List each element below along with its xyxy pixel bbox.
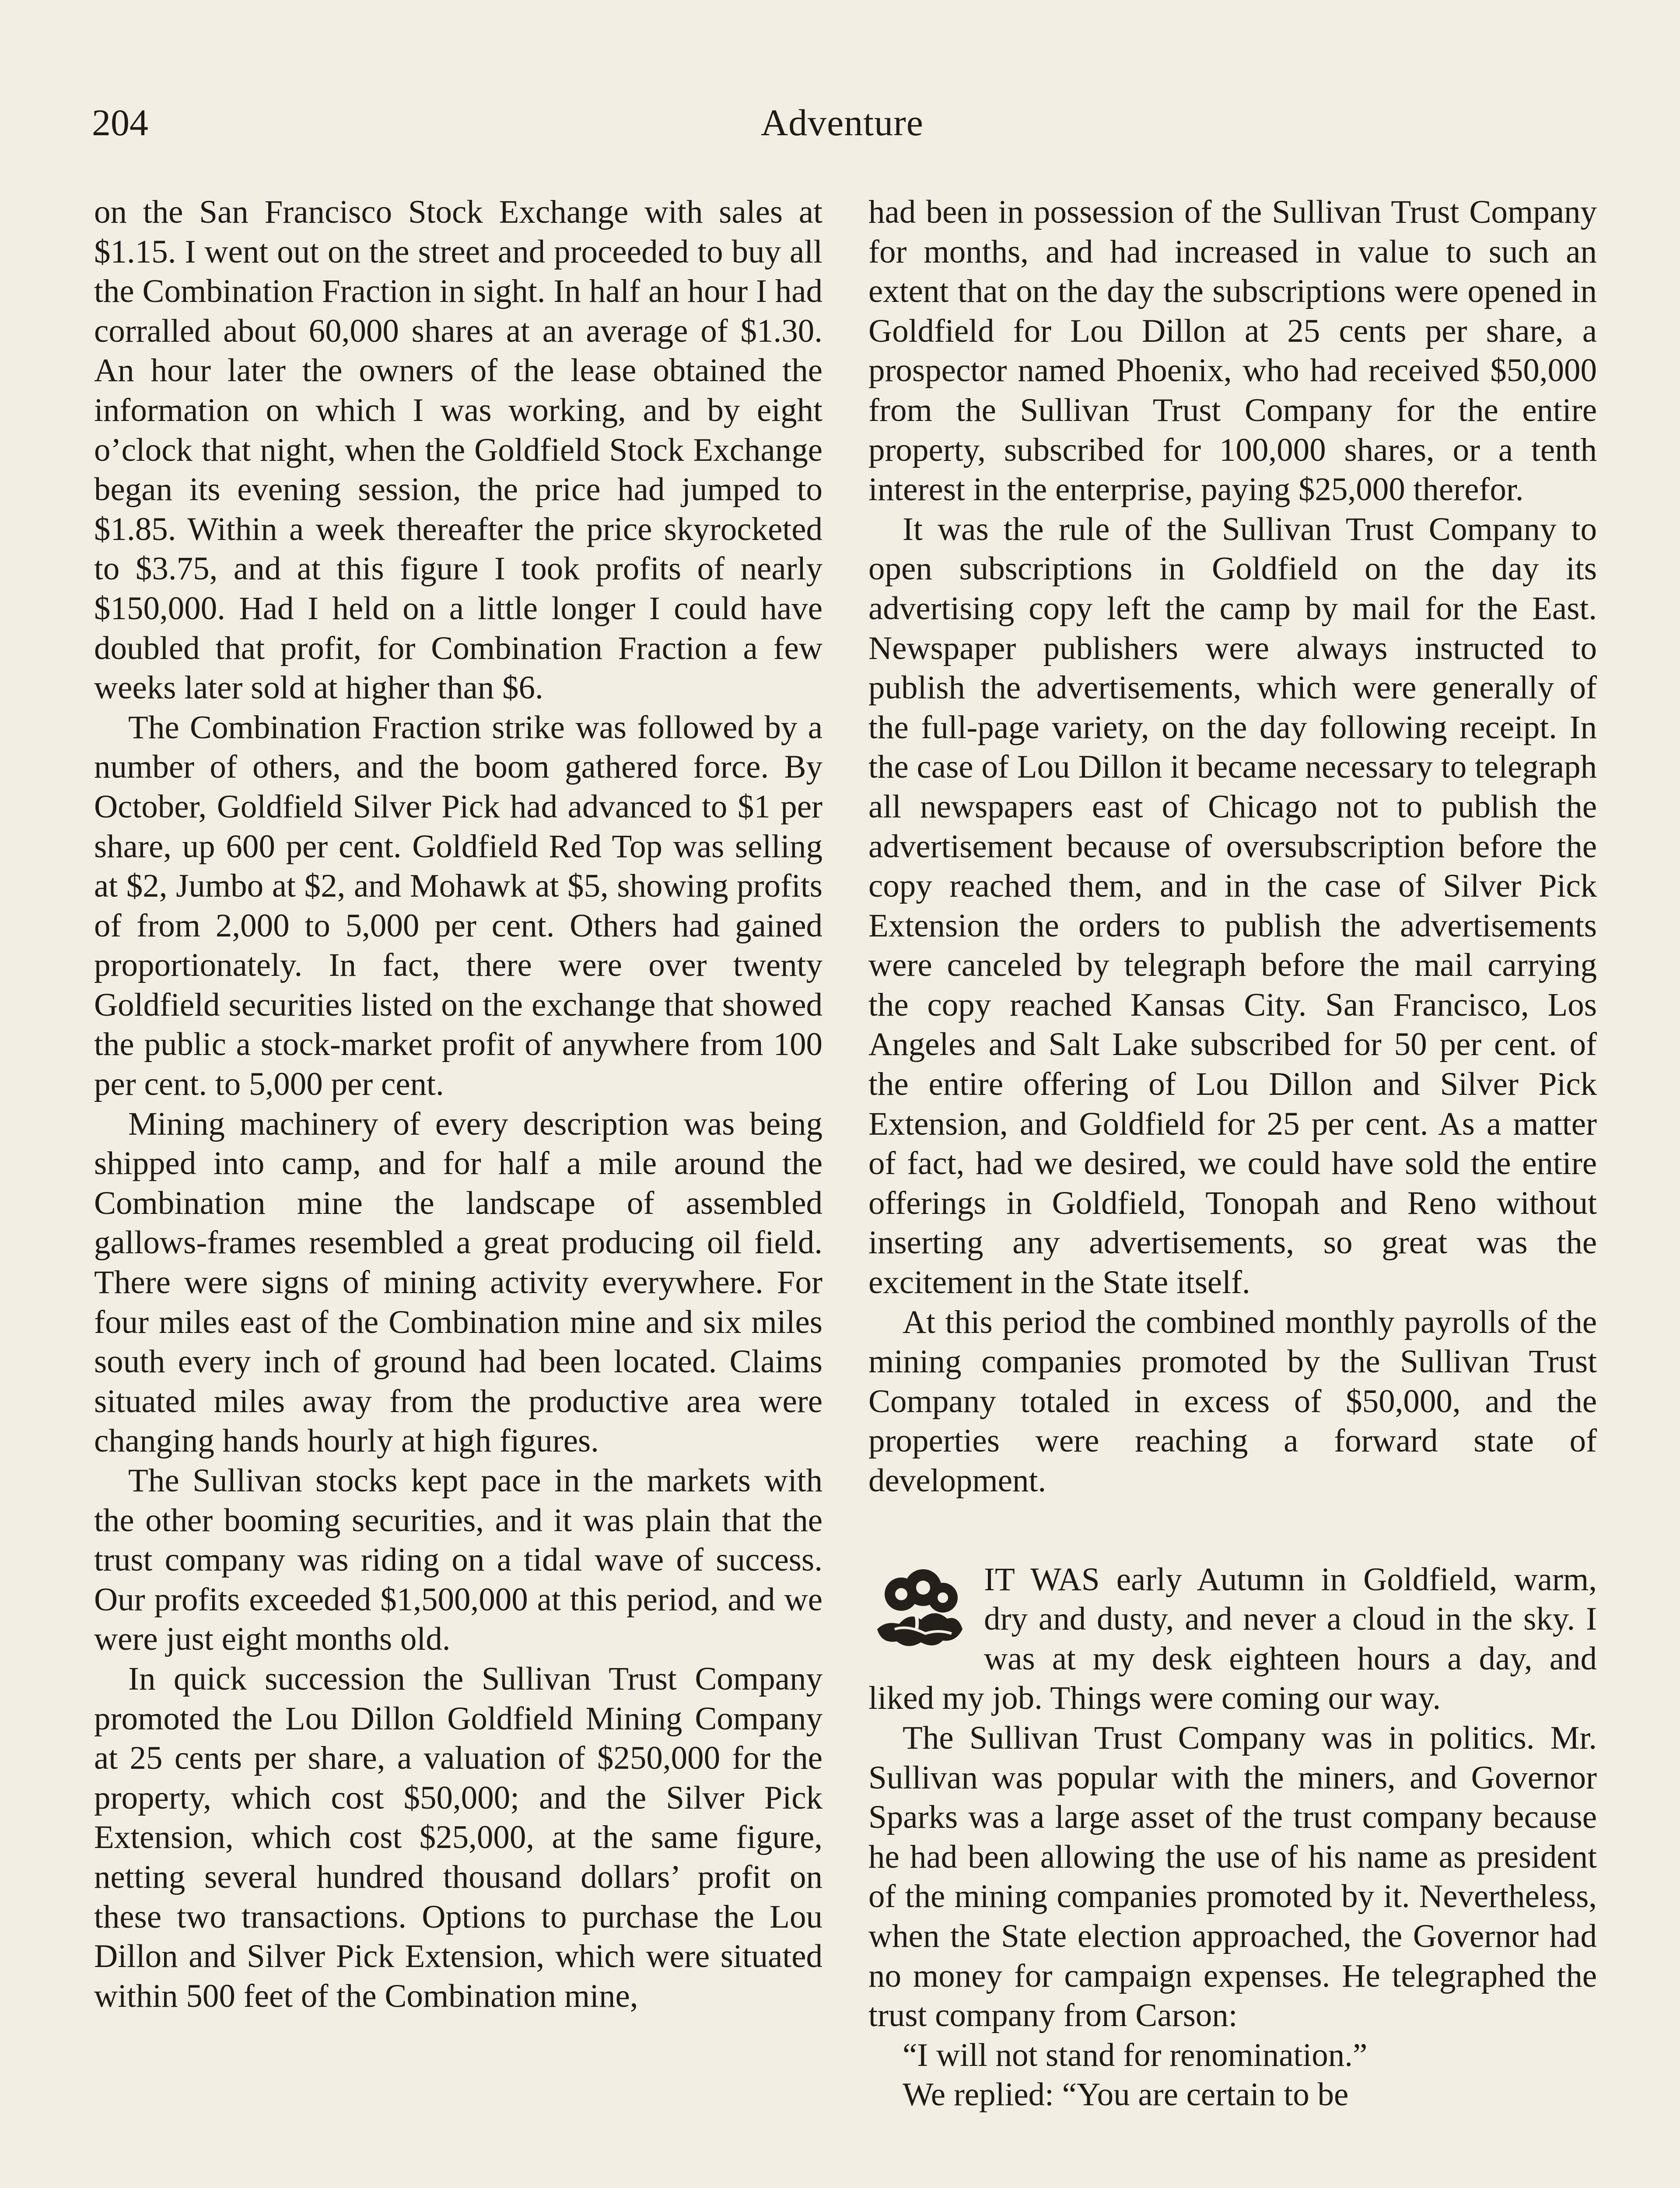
paragraph: We replied: “You are certain to be [903,2076,1349,2113]
section-lead-paragraph: IT WAS early Autumn in Goldfield, warm, dry and dusty, and never a cloud in the sky. I was at my desk eighteen hours a day, and liked my job. Things were coming our way. [868,1561,1597,1717]
paragraph: had been in possession of the Sullivan Trust Company for months, and had increased in value to such an extent that on the day the subscriptions were opened in Goldfield for Lou Dillon at 25 cents per share, a prospector named Phoenix, who had received $50,000 from the Sullivan Trust Company for the entire property, subscribed for 100,000 shares, or a tenth interest in the enterprise, paying $25,000 therefor. [868,194,1597,508]
paragraph: The Sullivan stocks kept pace in the markets with the other booming securities, and it was plain that the trust company was riding on a tidal wave of success. Our profits exceeded $1,500,000 at this period, and we were just eight months old. [94,1462,822,1658]
paragraph: on the San Francisco Stock Exchange with sales at $1.15. I went out on the street and proceeded to buy all the Combination Fraction in sight. In half an hour I had corralled about 60,000 shares at an average of $1.30. An hour later the owners of the lease obtained the information on which I was working, and by eight o’clock that night, when the Goldfield Stock Exchange began its evening session, the price had jumped to $1.85. Within a week thereafter the price skyrocketed to $3.75, and at this figure I took profits of nearly $150,000. Had I held on a little longer I could have doubled that profit, for Combination Fraction a few weeks later sold at higher than $6. [94,194,822,706]
paragraph: In quick succession the Sullivan Trust Company promoted the Lou Dillon Goldfield Mining Company at 25 cents per share, a valuation of $250,000 for the property, which cost $50,000; and the Silver Pick Extension, which cost $25,000, at the same figure, netting several hundred thousand dollars’ profit on these two transactions. Options to purchase the Lou Dillon and Silver Pick Extension, which were situated within 500 feet of the Combination mine, [94,1660,822,2014]
paragraph: Mining machinery of every description was being shipped into camp, and for half a mile around the Combination mine the landscape of assembled gallows-frames resembled a great producing oil field. There were signs of mining activity everywhere. For four miles east of the Combination mine and six miles south every inch of ground had been located. Claims situated miles away from the productive area were changing hands hourly at high figures. [94,1105,822,1459]
page-number: 204 [92,102,148,144]
paragraph: “I will not stand for renomination.” [903,2037,1368,2073]
section-opening [868,1560,1597,1718]
paragraph: The Sullivan Trust Company was in politics. Mr. Sullivan was popular with the miners, and Governor Sparks was a large asset of the trust company because he had been allowing the use of his name as president of the mining companies promoted by it. Nevertheless, when the State election approached, the Governor had no money for campaign expenses. He telegraphed the trust company from Carson: [868,1719,1597,2034]
left-column [94,193,822,2016]
right-column [868,193,1597,2115]
section-break [868,1501,1597,1560]
running-title: Adventure [761,102,924,144]
page-header [92,92,1592,153]
paragraph: It was the rule of the Sullivan Trust Company to open subscriptions in Goldfield on the day its advertising copy left the camp by mail for the East. Newspaper publishers were always instructed to publish the advertisements, which were generally of the full-page variety, on the day following receipt. In the case of Lou Dillon it became necessary to telegraph all newspapers east of Chicago not to publish the advertisement because of oversubscription before the copy reached them, and in the case of Silver Pick Extension the orders to publish the advertisements were canceled by telegraph before the mail carrying the copy reached Kansas City. San Francisco, Los Angeles and Salt Lake subscribed for 50 per cent. of the entire offering of Lou Dillon and Silver Pick Extension, and Goldfield for 25 per cent. As a matter of fact, had we desired, we could have sold the entire offerings in Goldfield, Tonopah and Reno without inserting any advertisements, so great was the excitement in the State itself. [868,511,1597,1301]
floral-dropcap-ornament-icon [868,1564,969,1651]
paragraph: At this period the combined monthly payrolls of the mining companies promoted by the Sullivan Trust Company totaled in excess of $50,000, and the properties were reaching a forward state of development. [868,1304,1597,1499]
paragraph: The Combination Fraction strike was followed by a number of others, and the boom gathered force. By October, Goldfield Silver Pick had advanced to $1 per share, up 600 per cent. Goldfield Red Top was selling at $2, Jumbo at $2, and Mohawk at $5, showing profits of from 2,000 to 5,000 per cent. Others had gained proportionately. In fact, there were over twenty Goldfield securities listed on the exchange that showed the public a stock-market profit of anywhere from 100 per cent. to 5,000 per cent. [94,709,822,1103]
